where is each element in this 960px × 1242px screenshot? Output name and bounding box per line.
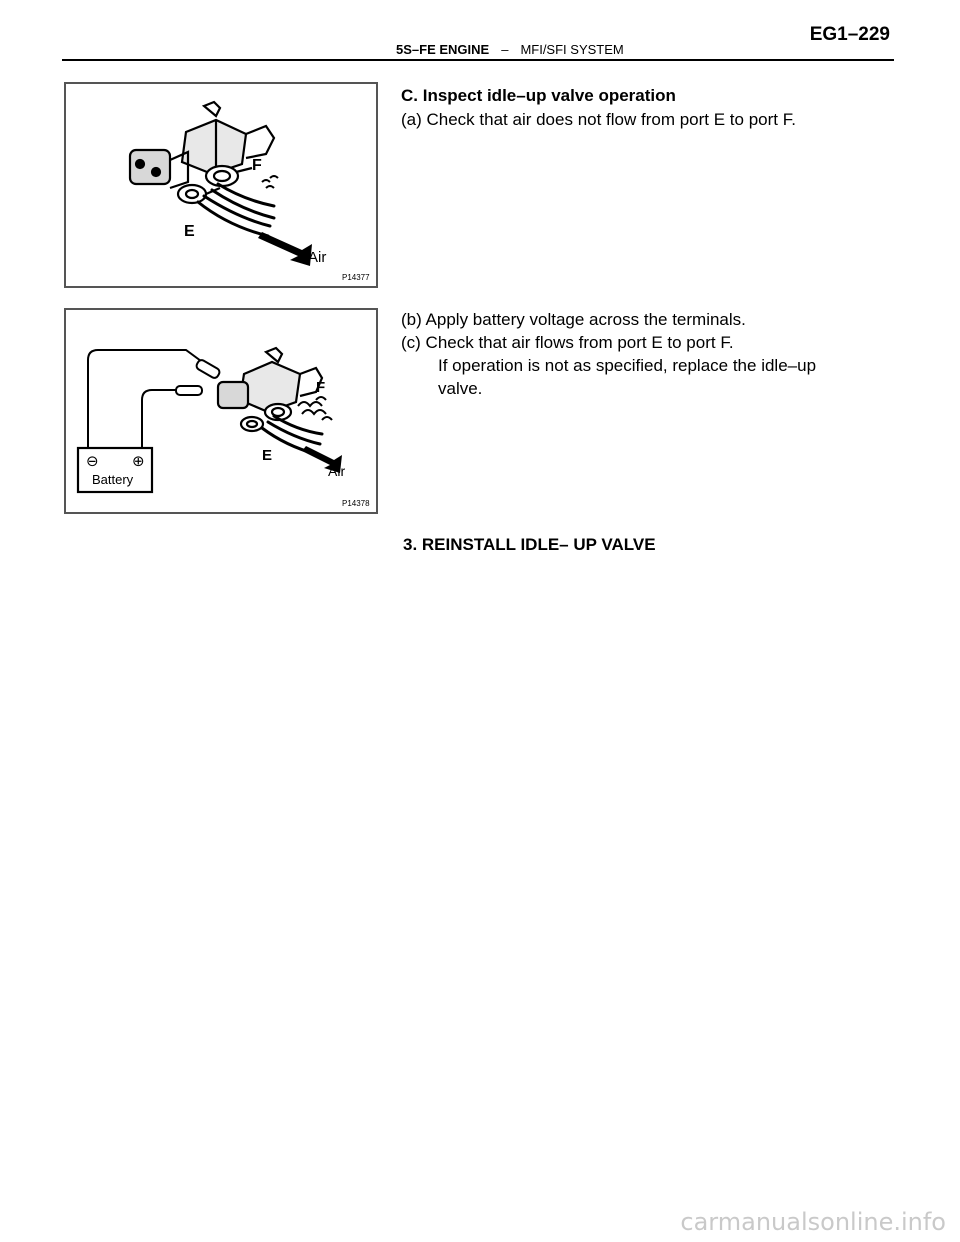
battery-minus-icon: ⊖ [86,452,99,470]
fig1-port-f-label: F [252,157,262,174]
battery-label: Battery [92,472,134,487]
valve-illustration-2 [66,310,376,512]
fig1-code: P14377 [342,273,370,282]
page-code: EG1–229 [809,24,890,45]
watermark: carmanualsonline.info [680,1208,946,1236]
header-engine: 5S–FE ENGINE [396,42,490,57]
header-section-title [396,42,624,57]
fig2-port-f-label: F [316,379,326,396]
header-separator: – [501,42,509,57]
step-c: (c) Check that air flows from port E to port F. [401,333,734,352]
step-3-reinstall: 3. REINSTALL IDLE– UP VALVE [403,535,656,554]
valve-illustration-1 [66,84,376,286]
fig2-code: P14378 [342,499,370,508]
fig1-port-e-label: E [184,223,195,240]
figure-valve-battery [64,308,378,514]
note-line-2: valve. [438,379,483,398]
battery-plus-icon: ⊕ [132,452,145,470]
header-system: MFI/SFI SYSTEM [520,42,624,57]
figure-valve-no-flow [64,82,378,288]
step-a: (a) Check that air does not flow from port E to port F. [401,110,796,129]
note-line-1: If operation is not as specified, replace the idle–up [438,356,817,375]
fig2-port-e-label: E [262,447,273,464]
header-rule [62,59,894,61]
fig2-air-label: Air [328,463,346,479]
heading-inspect-idle-up: C. Inspect idle–up valve operation [401,86,676,105]
step-b: (b) Apply battery voltage across the terminals. [401,310,746,329]
fig1-air-label: Air [308,249,327,266]
